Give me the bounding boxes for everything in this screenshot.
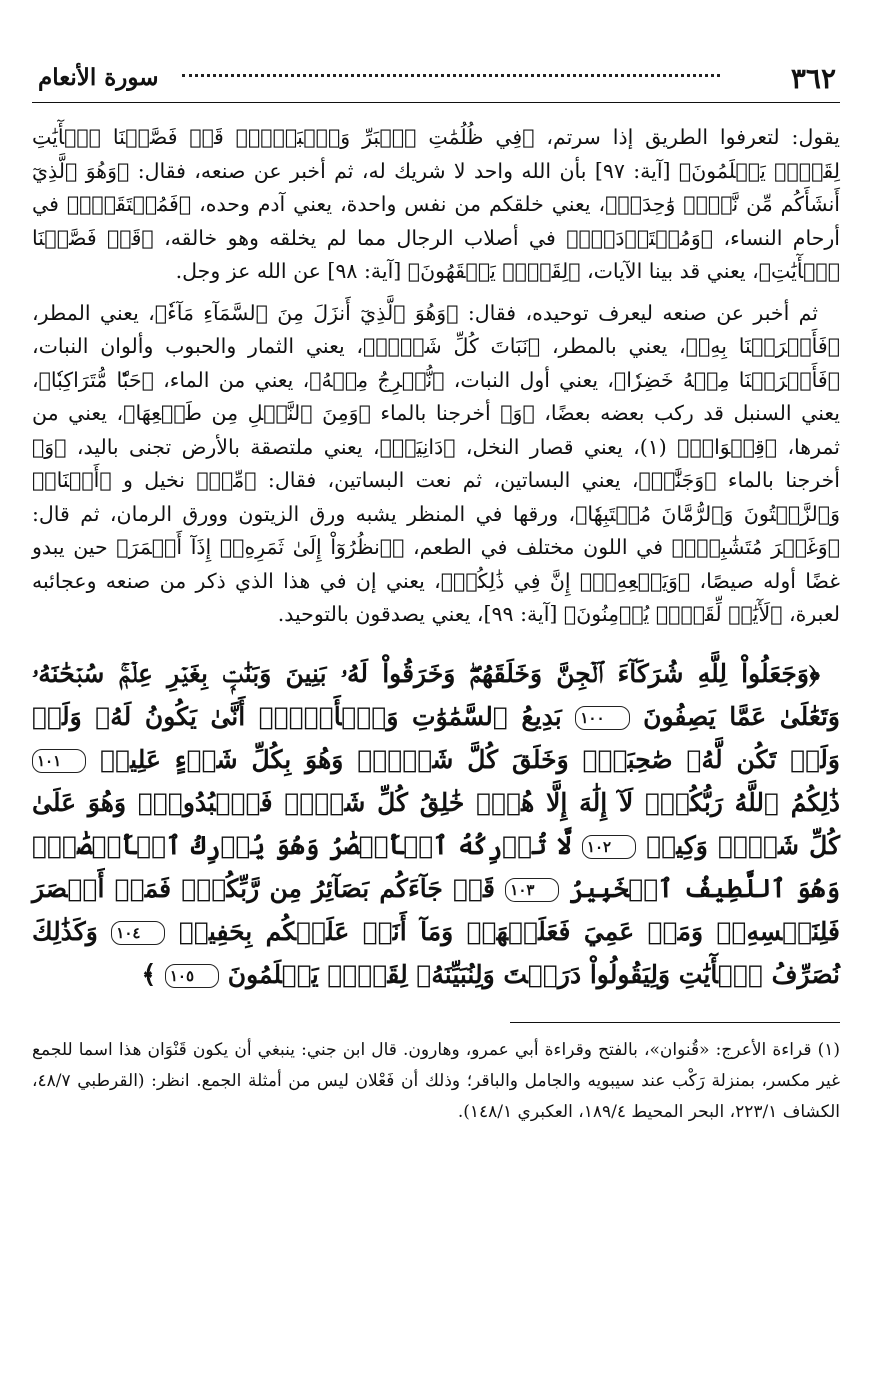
ayah-number-marker: ١٠٣ <box>505 878 559 902</box>
ayah-text: وَكَذَٰلِكَ نُصَرِّفُ ٱلۡأٓيَٰتِ وَلِيَقُولُواْ دَرَسۡتَ وَلِنُبَيِّنَهُۥ لِقَوۡمٖ يَعۡلَمُونَ <box>32 916 840 989</box>
commentary-paragraph: يقول: لتعرفوا الطريق إذا سرتم، ﴿فِي ظُلُمَٰتِ ٱلۡبَرِّ وَٱلۡبَحۡرِۗ قَدۡ فَصَّلۡنَا ٱلۡأٓيَٰتِ لِقَوۡمٖ يَعۡلَمُونَ﴾ [آية: ٩٧] بأن الله واحد لا شريك له، ثم أخبر عن صنعه، فقال: ﴿وَهُوَ ٱلَّذِيٓ أَنشَأَكُم مِّن نَّفۡسٖ وَٰحِدَةٖ﴾، يعني خلقكم من نفس واحدة، يعني آدم وحده، ﴿فَمُسۡتَقَرّٞ﴾ في أرحام النساء، ﴿وَمُسۡتَوۡدَعٞۗ﴾ في أصلاب الرجال مما لم يخلقه وهو خالقه، ﴿قَدۡ فَصَّلۡنَا ٱلۡأٓيَٰتِ﴾، يعني قد بينا الآيات، ﴿لِقَوۡمٖ يَفۡقَهُونَ﴾ [آية: ٩٨] عن الله عز وجل. <box>32 125 840 283</box>
book-page <box>32 52 840 1128</box>
footnote-section <box>32 1035 840 1128</box>
surah-running-title: سورة الأنعام <box>38 64 159 91</box>
footnote-text: (١) قراءة الأعرج: «قُنوان»، بالفتح وقراءة أبي عمرو، وهارون. قال ابن جني: ينبغي أن يكون قَنْوَان هذا اسما للجمع غير مكسر، بمنزلة رَكْب عند سيبويه والجامل والباقر؛ وذلك أن فَعْلان ليس من أمثلة الجمع. انظر: (القرطبي ٤٨/٧، الكشاف ٢٢٣/١، البحر المحيط ١٨٩/٤، العكبري ١٤٨/١). <box>32 1039 840 1122</box>
commentary-paragraph: ثم أخبر عن صنعه ليعرف توحيده، فقال: ﴿وَهُوَ ٱلَّذِيٓ أَنزَلَ مِنَ ٱلسَّمَآءِ مَآءٗ﴾، يعني المطر، ﴿فَأَخۡرَجۡنَا بِهِۦ﴾، يعني بالمطر، ﴿نَبَاتَ كُلِّ شَيۡءٖ﴾، يعني الثمار والحبوب وألوان النبات، ﴿فَأَخۡرَجۡنَا مِنۡهُ خَضِرٗا﴾، يعني أول النبات، ﴿نُّخۡرِجُ مِنۡهُ﴾، يعني من الماء، ﴿حَبّٗا مُّتَرَاكِبٗا﴾، يعني السنبل قد ركب بعضه بعضًا، ﴿وَ﴾ أخرجنا بالماء ﴿وَمِنَ ٱلنَّخۡلِ مِن طَلۡعِهَا﴾، يعني من ثمرها، ﴿قِنۡوَانٞ﴾ (١)، يعني قصار النخل، ﴿دَانِيَةٞ﴾، يعني ملتصقة بالأرض تجنى باليد، ﴿وَ﴾ أخرجنا بالماء ﴿وَجَنَّٰتٖ﴾، يعني البساتين، ثم نعت البساتين، فقال: ﴿مِّنۡ﴾ نخيل و ﴿أَعۡنَابٖ وَٱلزَّيۡتُونَ وَٱلرُّمَّانَ مُشۡتَبِهٗا﴾، ورقها في المنظر يشبه ورق الزيتون وورق الرمان، ثم قال: ﴿وَغَيۡرَ مُتَشَٰبِهٍۗ﴾ في اللون مختلف في الطعم، ﴿ٱنظُرُوٓاْ إِلَىٰ ثَمَرِهِۦٓ إِذَآ أَثۡمَرَ﴾ حين يبدو غضًا أوله صيصًا، ﴿وَيَنۡعِهِۦٓۚ إِنَّ فِي ذَٰلِكُمۡ﴾، يعني إن في هذا الذي ذكر من صنعه وعجائبه لعبرة، ﴿لَأٓيَٰتٖ لِّقَوۡمٖ يُؤۡمِنُونَ﴾ [آية: ٩٩]، يعني يصدقون بالتوحيد. <box>32 300 840 626</box>
header-dot-leader <box>182 74 720 77</box>
ayah-text: ﴿وَجَعَلُواْ لِلَّهِ شُرَكَآءَ ٱلۡجِنَّ وَخَلَقَهُمۡۖ وَخَرَقُواْ لَهُۥ بَنِينَ وَبَنَٰتِۭ بِغَيۡرِ عِلۡمٖۚ سُبۡحَٰنَهُۥ وَتَعَٰلَىٰ عَمَّا يَصِفُونَ <box>32 658 840 731</box>
ayah-text: ذَٰلِكُمُ ٱللَّهُ رَبُّكُمۡۖ لَآ إِلَٰهَ إِلَّا هُوَۖ خَٰلِقُ كُلِّ شَيۡءٖ فَٱعۡبُدُوهُۚ وَهُوَ عَلَىٰ كُلِّ شَيۡءٖ وَكِيلٞ <box>32 787 840 860</box>
tafsir-commentary <box>32 121 840 632</box>
ayah-number-marker: ١٠٥ <box>165 964 219 988</box>
page-header <box>32 52 840 103</box>
ayah-number-marker: ١٠٠ <box>575 706 629 730</box>
quran-verses-block <box>32 652 840 996</box>
ayah-text: بَدِيعُ ٱلسَّمَٰوَٰتِ وَٱلۡأَرۡضِۖ أَنَّىٰ يَكُونُ لَهُۥ وَلَدٞ وَلَمۡ تَكُن لَّهُۥ صَٰحِبَةٞۖ وَخَلَقَ كُلَّ شَيۡءٖۖ وَهُوَ بِكُلِّ شَيۡءٍ عَلِيمٞ <box>32 701 840 774</box>
footnote-separator <box>510 1022 840 1023</box>
ayah-number-marker: ١٠٢ <box>582 835 636 859</box>
ayah-text: لَّا تُدۡرِكُهُ ٱلۡأَبۡصَٰرُ وَهُوَ يُدۡرِكُ ٱلۡأَبۡصَٰرَۖ وَهُوَ ٱللَّطِيفُ ٱلۡخَبِيرُ <box>32 830 840 903</box>
quran-verses-paragraph <box>32 652 840 996</box>
closing-bracket: ﴾ <box>141 959 157 989</box>
ayah-text: قَدۡ جَآءَكُم بَصَآئِرُ مِن رَّبِّكُمۡۖ فَمَنۡ أَبۡصَرَ فَلِنَفۡسِهِۦۖ وَمَنۡ عَمِيَ فَعَلَيۡهَاۚ وَمَآ أَنَا۠ عَلَيۡكُم بِحَفِيظٖ <box>32 873 840 946</box>
page-number: ٣٦٢ <box>790 62 836 95</box>
ayah-number-marker: ١٠١ <box>32 749 86 773</box>
ayah-number-marker: ١٠٤ <box>111 921 165 945</box>
